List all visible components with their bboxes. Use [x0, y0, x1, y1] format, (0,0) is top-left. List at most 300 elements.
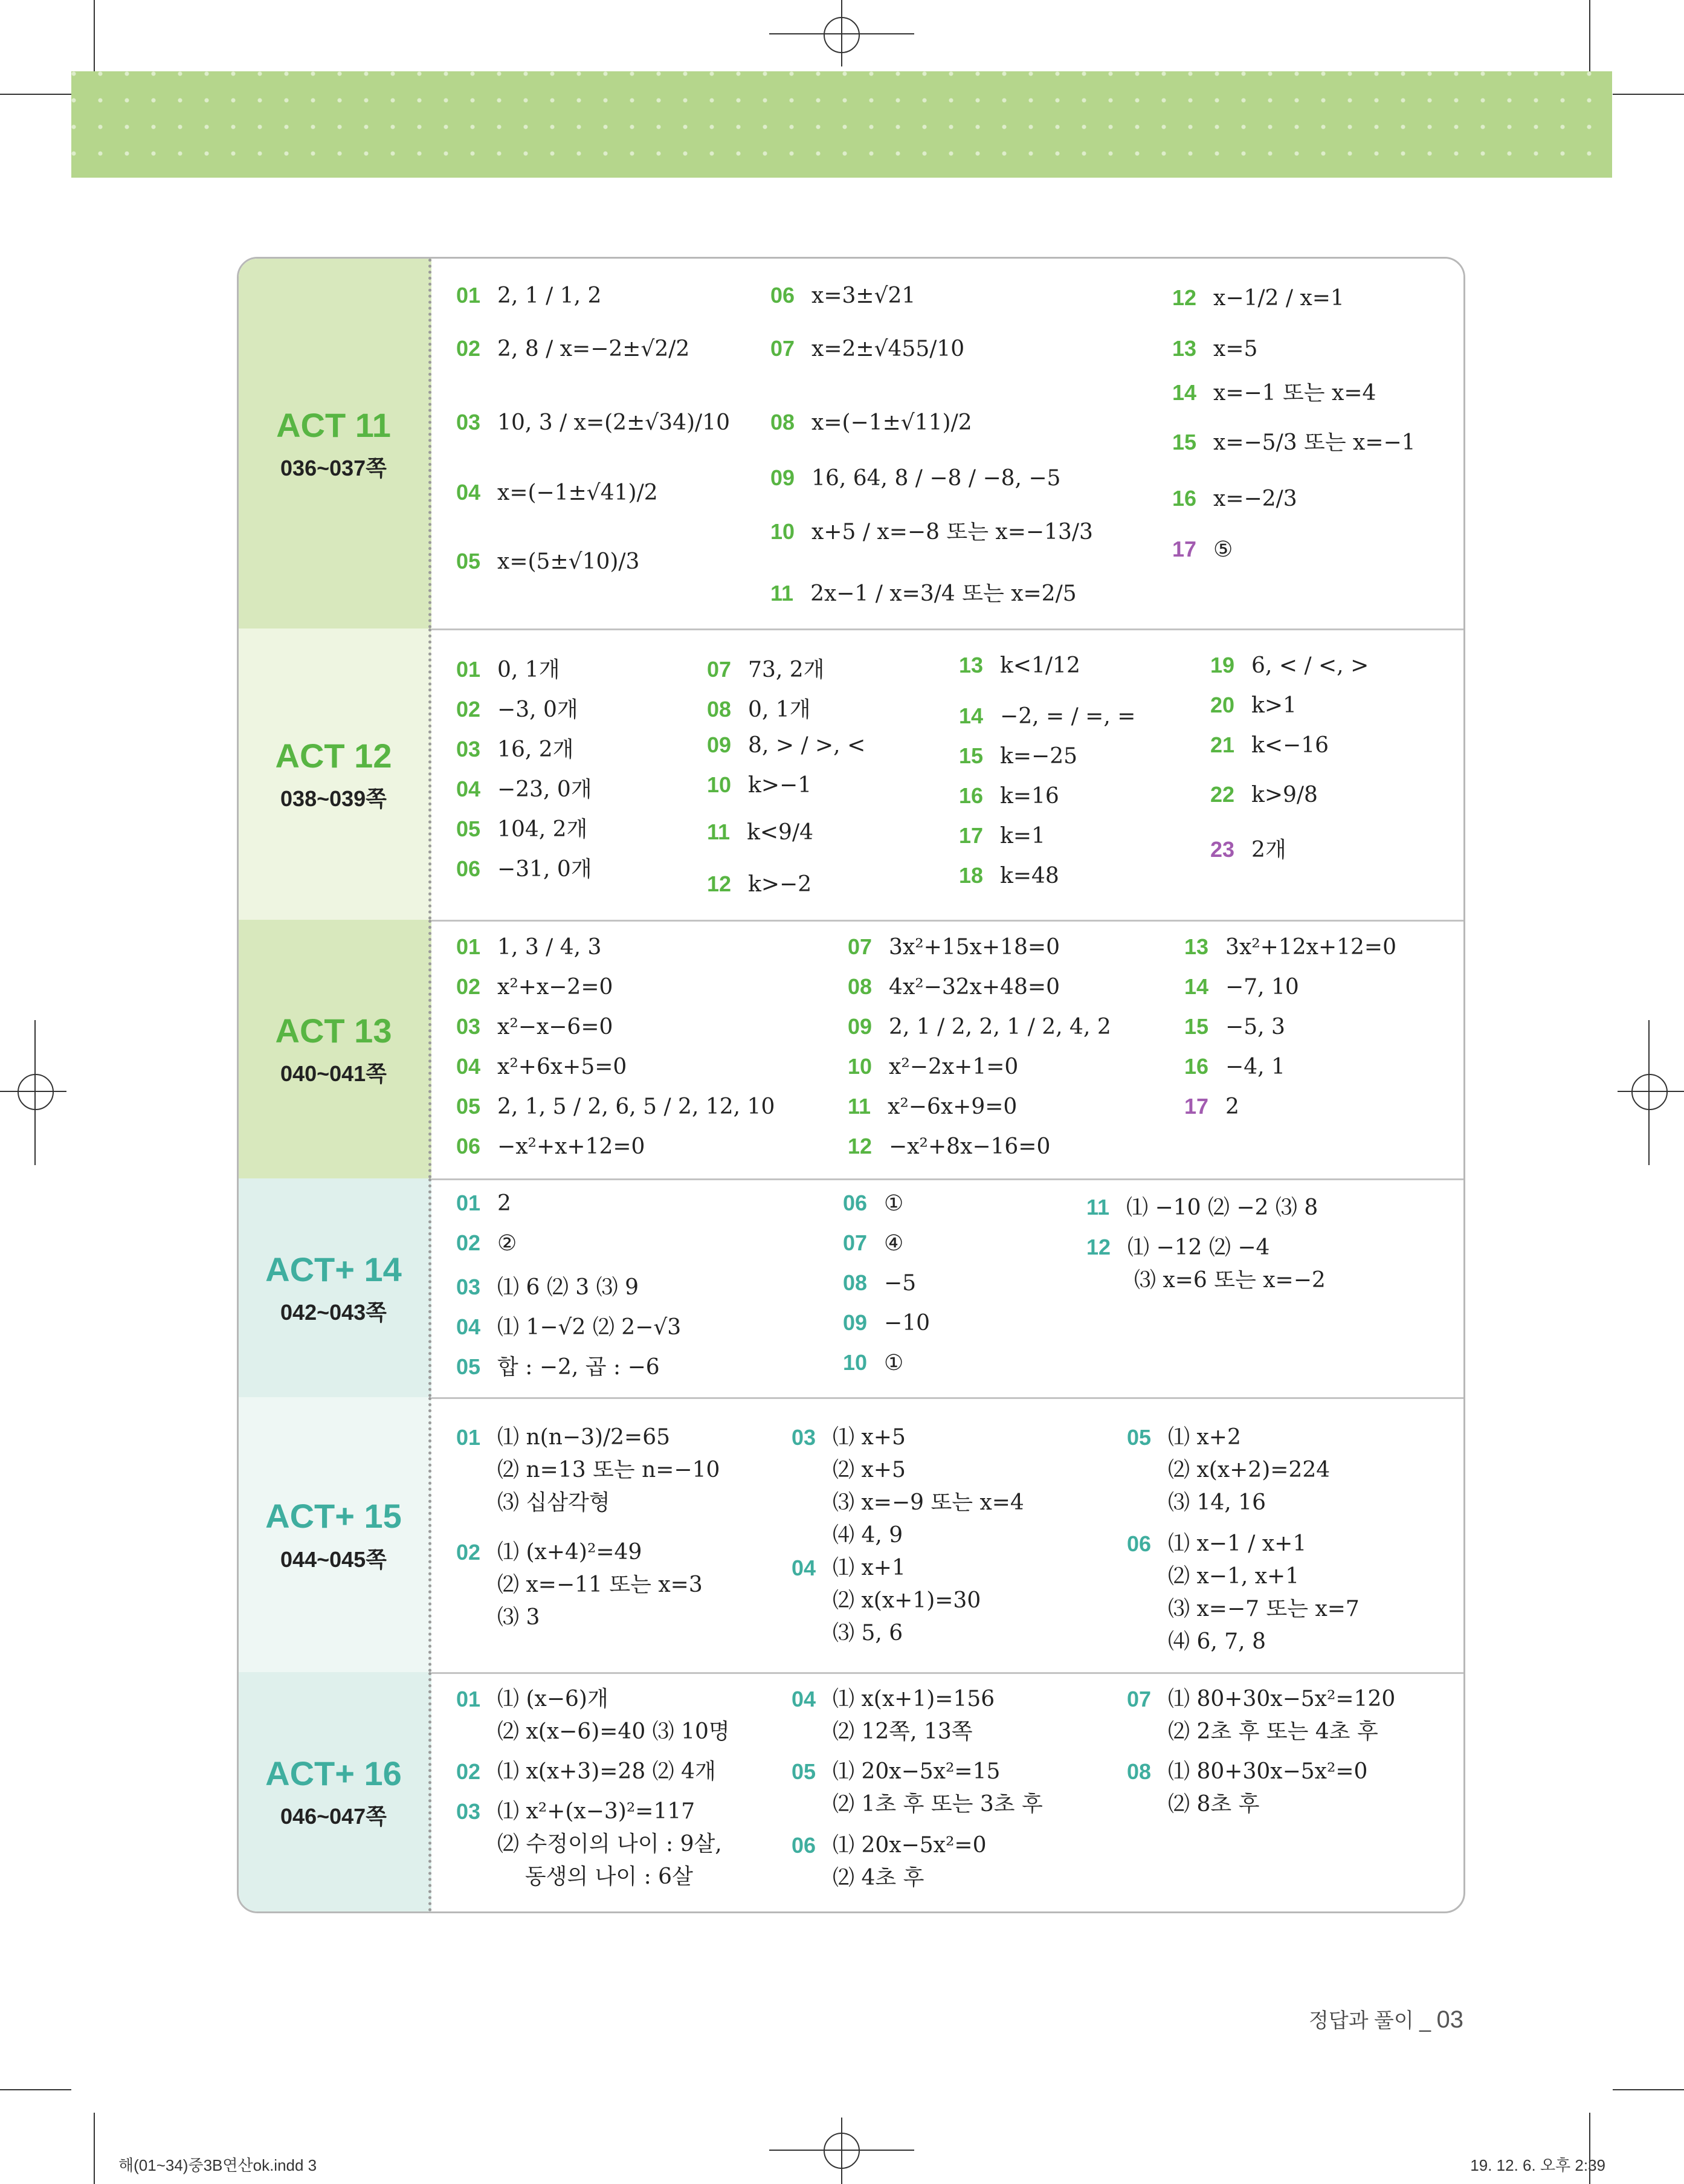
- item-number: 09: [707, 732, 732, 757]
- answer-item: [770, 577, 1077, 607]
- item-number: 08: [843, 1270, 868, 1295]
- item-answer: x+5 / x=−8 또는 x=−13/3: [811, 520, 1093, 544]
- item-answer: ①: [884, 1191, 904, 1216]
- item-line: ⑵ x(x−6)=40 ⑶ 10명: [497, 1719, 730, 1744]
- answer-item: [456, 1756, 716, 1788]
- item-line: ⑵ 4초 후: [833, 1866, 924, 1890]
- item-answer: k>−2: [748, 872, 812, 897]
- section-title: ACT 13: [275, 1011, 392, 1050]
- answer-item: [843, 1310, 930, 1336]
- answer-item: [1184, 1094, 1239, 1119]
- section-act-14: [239, 1178, 1463, 1399]
- item-number: 08: [848, 974, 873, 999]
- item-answer: x=3±√21: [811, 283, 916, 308]
- answer-item: [1086, 1191, 1318, 1221]
- item-number: 02: [456, 1759, 481, 1784]
- item-answer: 2: [1225, 1094, 1239, 1119]
- item-number: 10: [707, 772, 732, 797]
- item-answer: x=(5±√10)/3: [497, 549, 640, 574]
- item-answer: 2x−1 / x=3/4 또는 x=2/5: [810, 581, 1077, 606]
- section-act-12: [239, 628, 1463, 922]
- slug-timestamp: 19. 12. 6. 오후 2:39: [1470, 2156, 1605, 2174]
- answer-item: [792, 1552, 981, 1650]
- item-number: 03: [456, 1014, 481, 1039]
- item-number: 07: [707, 657, 732, 682]
- item-line: ⑶ 5, 6: [833, 1621, 903, 1646]
- item-number: 04: [792, 1556, 816, 1580]
- item-number: 17: [1172, 537, 1197, 561]
- item-answer: −2, = / =, =: [1000, 704, 1136, 729]
- item-answer: x²−6x+9=0: [888, 1094, 1018, 1119]
- item-number: 03: [456, 737, 481, 761]
- answer-item: [1172, 336, 1257, 361]
- section-title: ACT 11: [276, 405, 391, 444]
- answer-item: [770, 515, 1093, 546]
- registration-mark-icon: [18, 1074, 54, 1110]
- section-pages: 042~043쪽: [280, 1300, 387, 1325]
- answer-item: [456, 934, 601, 960]
- item-answer: 4x²−32x+48=0: [889, 975, 1060, 1000]
- section-pages: 046~047쪽: [280, 1804, 387, 1829]
- answer-item: [1184, 974, 1299, 1000]
- item-line: ⑴ n(n−3)/2=65: [497, 1425, 671, 1450]
- item-line: 동생의 나이 : 6살: [497, 1864, 693, 1889]
- item-number: 16: [1172, 486, 1197, 511]
- answer-item: [843, 1350, 903, 1375]
- item-answer: 104, 2개: [497, 817, 588, 842]
- answer-item: [456, 1134, 645, 1159]
- item-number: 17: [959, 823, 984, 848]
- answer-item: [456, 1191, 511, 1216]
- page-number: 03: [1436, 2006, 1463, 2033]
- item-answer: −5: [884, 1271, 917, 1296]
- item-line: ⑵ 8초 후: [1168, 1792, 1260, 1817]
- answer-item: [1086, 1230, 1269, 1261]
- answer-item: [848, 1094, 1017, 1119]
- item-number: 11: [848, 1094, 871, 1119]
- section-title: ACT 12: [275, 736, 392, 775]
- item-answer: 2: [497, 1191, 511, 1216]
- item-number: 07: [1127, 1687, 1152, 1711]
- item-line: ⑶ 십삼각형: [497, 1490, 610, 1515]
- item-answer: ⑴ −10 ⑵ −2 ⑶ 8: [1126, 1195, 1318, 1220]
- crop-mark: [1589, 0, 1590, 71]
- item-answer: k=16: [1000, 784, 1059, 809]
- section-label: [239, 259, 431, 628]
- section-label: [239, 1672, 431, 1911]
- item-number: 02: [456, 1540, 481, 1565]
- answer-item: [1210, 782, 1318, 807]
- item-answer: k=1: [1000, 824, 1045, 848]
- item-number: 04: [456, 480, 481, 505]
- item-number: 19: [1210, 653, 1235, 677]
- item-line: ⑴ 20x−5x²=0: [833, 1833, 987, 1858]
- item-number: 03: [456, 1275, 481, 1299]
- section-label: [239, 1397, 431, 1672]
- item-answer: −x²+x+12=0: [497, 1134, 645, 1159]
- item-number: 04: [456, 1314, 481, 1339]
- item-answer: 2, 1 / 1, 2: [497, 283, 602, 308]
- item-answer: −31, 0개: [497, 857, 592, 882]
- item-answer: 0, 1개: [748, 697, 811, 722]
- item-number: 13: [959, 653, 984, 677]
- item-answer: x=−2/3: [1213, 486, 1297, 511]
- item-number: 16: [959, 783, 984, 808]
- item-line: ⑴ 80+30x−5x²=0: [1168, 1759, 1368, 1784]
- item-answer: −3, 0개: [497, 697, 578, 722]
- item-number: 13: [1184, 934, 1209, 959]
- page-footer: [1309, 2004, 1463, 2034]
- item-answer: k>9/8: [1251, 783, 1318, 807]
- answer-item: [1172, 376, 1376, 407]
- item-answer: k=−25: [1000, 744, 1077, 769]
- item-answer: 73, 2개: [748, 657, 825, 682]
- answer-item: [1172, 537, 1233, 562]
- item-answer: x²+x−2=0: [497, 975, 613, 1000]
- item-answer: 8, > / >, <: [748, 733, 866, 758]
- answer-item: [456, 1795, 722, 1893]
- item-line: ⑴ x+5: [833, 1425, 906, 1450]
- item-number: 09: [843, 1310, 868, 1335]
- answer-item: [456, 1536, 703, 1634]
- item-answer: 2개: [1251, 838, 1286, 862]
- answer-item: [848, 974, 1060, 1000]
- answer-item: [1210, 732, 1329, 758]
- answer-item: [456, 1350, 660, 1381]
- item-answer: k>−1: [748, 773, 812, 798]
- item-number: 03: [456, 410, 481, 435]
- answer-item: [456, 1310, 681, 1341]
- item-line: ⑴ (x−6)개: [497, 1687, 608, 1711]
- answer-item: [456, 732, 573, 763]
- item-number: 14: [959, 703, 984, 728]
- answer-item: [1127, 1756, 1367, 1821]
- section-label: [239, 920, 431, 1178]
- item-answer: −7, 10: [1225, 975, 1299, 1000]
- item-number: 10: [843, 1350, 868, 1375]
- item-number: 07: [848, 934, 873, 959]
- item-answer: 2, 1 / 2, 2, 1 / 2, 4, 2: [889, 1015, 1111, 1039]
- item-line: ⑵ n=13 또는 n=−10: [497, 1458, 720, 1482]
- item-number: 01: [456, 1425, 481, 1450]
- item-answer: k<−16: [1251, 733, 1329, 758]
- answer-item: [456, 1270, 639, 1301]
- answer-item: [1210, 833, 1286, 864]
- item-number: 11: [1086, 1195, 1110, 1220]
- item-number: 06: [770, 283, 795, 308]
- answer-item: [456, 852, 592, 883]
- item-answer: x=5: [1213, 337, 1258, 361]
- answer-item: [848, 1054, 1018, 1079]
- answer-item: [456, 772, 592, 803]
- item-number: 05: [456, 816, 481, 841]
- item-number: 09: [848, 1014, 873, 1039]
- item-answer: x=2±√455/10: [811, 337, 965, 361]
- crop-mark: [94, 0, 95, 71]
- section-pages: 040~041쪽: [280, 1061, 387, 1087]
- item-number: 12: [848, 1134, 873, 1158]
- answer-item: [792, 1829, 986, 1895]
- answer-item: [959, 863, 1059, 888]
- item-number: 07: [770, 336, 795, 361]
- item-line: ⑶ 3: [497, 1605, 540, 1630]
- answer-item: [707, 772, 811, 798]
- item-answer: x²+6x+5=0: [497, 1055, 627, 1079]
- section-title: ACT+ 16: [265, 1754, 402, 1792]
- item-answer: x=−5/3 또는 x=−1: [1213, 430, 1416, 455]
- item-number: 22: [1210, 782, 1235, 807]
- answer-item: [707, 693, 811, 723]
- item-answer: 2, 8 / x=−2±√2/2: [497, 337, 690, 361]
- item-number: 06: [1127, 1531, 1152, 1556]
- answer-item: [959, 703, 1135, 729]
- answer-item: [707, 871, 811, 897]
- item-answer: −x²+8x−16=0: [889, 1134, 1051, 1159]
- item-answer: 6, < / <, >: [1251, 653, 1369, 678]
- answer-item: [959, 743, 1077, 769]
- answer-item: [1184, 934, 1396, 960]
- item-number: 01: [456, 934, 481, 959]
- item-answer: 합 : −2, 곱 : −6: [497, 1355, 660, 1380]
- crop-mark: [0, 94, 71, 95]
- item-line: ⑵ 수정이의 나이 : 9살,: [497, 1832, 722, 1856]
- slug-filename: 해(01~34)중3B연산ok.indd 3: [118, 2156, 317, 2174]
- answer-item: [456, 653, 560, 683]
- item-number: 05: [792, 1759, 816, 1784]
- item-answer: 16, 2개: [497, 737, 574, 762]
- answer-item: [707, 819, 813, 845]
- crop-mark: [94, 2113, 95, 2184]
- item-number: 03: [792, 1425, 816, 1450]
- item-number: 06: [792, 1833, 816, 1858]
- item-line: ⑴ x(x+1)=156: [833, 1687, 995, 1711]
- item-answer: x²−x−6=0: [497, 1015, 613, 1039]
- item-number: 08: [770, 410, 795, 435]
- answer-item: [707, 653, 824, 683]
- section-act-16: [239, 1672, 1463, 1911]
- answer-item: [1184, 1054, 1285, 1079]
- section-pages: 038~039쪽: [280, 786, 387, 812]
- item-number: 21: [1210, 732, 1235, 757]
- item-line: ⑴ x−1 / x+1: [1168, 1531, 1307, 1556]
- answer-item: [1184, 1014, 1285, 1039]
- item-answer: ①: [884, 1351, 904, 1375]
- item-number: 02: [456, 697, 481, 722]
- item-number: 02: [456, 1230, 481, 1255]
- item-line: ⑴ x²+(x−3)²=117: [497, 1799, 695, 1824]
- answer-item: [792, 1756, 1043, 1821]
- answer-item: [770, 336, 964, 361]
- section-pages: 044~045쪽: [280, 1546, 387, 1572]
- item-answer: k<9/4: [747, 820, 813, 845]
- answer-item: [959, 653, 1080, 678]
- answer-item: [792, 1421, 1024, 1552]
- item-number: 15: [959, 743, 984, 768]
- item-answer: ⑴ 6 ⑵ 3 ⑶ 9: [497, 1275, 639, 1300]
- item-line: ⑷ 4, 9: [833, 1523, 903, 1548]
- item-number: 23: [1210, 837, 1235, 862]
- answer-item: [959, 823, 1045, 848]
- section-act-11: [239, 259, 1463, 630]
- answer-item: [848, 1014, 1111, 1039]
- item-line: ⑵ 12쪽, 13쪽: [833, 1719, 973, 1744]
- item-line: ⑵ 1초 후 또는 3초 후: [833, 1792, 1043, 1817]
- answer-item: [848, 1134, 1050, 1159]
- section-title: ACT+ 14: [265, 1250, 402, 1288]
- item-answer: −5, 3: [1225, 1015, 1285, 1039]
- answer-item: [456, 1683, 730, 1748]
- section-title: ACT+ 15: [265, 1497, 402, 1536]
- section-pages: 036~037쪽: [280, 456, 387, 481]
- crop-mark: [1613, 94, 1684, 95]
- item-answer: 1, 3 / 4, 3: [497, 935, 602, 960]
- item-line: ⑷ 6, 7, 8: [1168, 1629, 1266, 1654]
- item-number: 06: [456, 856, 481, 881]
- item-line: ⑶ x=−9 또는 x=4: [833, 1490, 1024, 1515]
- item-answer: x=−1 또는 x=4: [1213, 381, 1376, 405]
- item-number: 14: [1172, 380, 1197, 405]
- item-answer: 16, 64, 8 / −8 / −8, −5: [811, 466, 1061, 491]
- item-number: 20: [1210, 693, 1235, 717]
- item-number: 18: [959, 863, 984, 888]
- answer-item: [1127, 1528, 1360, 1658]
- answer-item: [1127, 1683, 1395, 1748]
- item-number: 13: [1172, 336, 1197, 361]
- item-answer: 10, 3 / x=(2±√34)/10: [497, 410, 730, 435]
- answer-item: [770, 410, 972, 435]
- answer-item: [1127, 1421, 1330, 1519]
- answer-item: [456, 1014, 613, 1039]
- answer-item: [1172, 486, 1297, 511]
- answer-item: [456, 974, 613, 1000]
- item-answer: −4, 1: [1225, 1055, 1285, 1079]
- item-number: 12: [1172, 285, 1197, 310]
- answer-item: [1210, 693, 1297, 718]
- item-line: ⑵ x+5: [833, 1458, 906, 1482]
- registration-mark-icon: [824, 17, 860, 53]
- item-line: ⑶ x=−7 또는 x=7: [1168, 1597, 1360, 1621]
- item-answer: x=(−1±√41)/2: [497, 480, 658, 505]
- answer-item: [456, 549, 639, 574]
- item-answer: 2, 1, 5 / 2, 6, 5 / 2, 12, 10: [497, 1094, 775, 1119]
- item-number: 09: [770, 465, 795, 490]
- item-number: 15: [1184, 1014, 1209, 1039]
- section-label: [239, 628, 431, 920]
- footer-title: 정답과 풀이 _: [1309, 2009, 1431, 2032]
- answer-item: [456, 410, 730, 435]
- header-band: [71, 71, 1612, 178]
- item-number: 14: [1184, 974, 1209, 999]
- item-line: ⑵ x(x+2)=224: [1168, 1458, 1331, 1482]
- item-number: 04: [456, 1054, 481, 1079]
- item-answer: −10: [884, 1311, 931, 1336]
- answer-item: [456, 1054, 627, 1079]
- item-line: ⑵ x−1, x+1: [1168, 1564, 1300, 1589]
- item-number: 05: [456, 1354, 481, 1379]
- answer-item: [456, 693, 578, 723]
- answer-item: [707, 732, 865, 758]
- answer-item: [1172, 425, 1416, 456]
- section-label: [239, 1178, 431, 1397]
- item-answer: −23, 0개: [497, 777, 592, 802]
- item-number: 03: [456, 1799, 481, 1824]
- item-answer: x−1/2 / x=1: [1213, 286, 1344, 311]
- item-line: ⑴ x(x+3)=28 ⑵ 4개: [497, 1759, 716, 1784]
- answer-item-continued: [1134, 1263, 1326, 1294]
- item-number: 01: [456, 1687, 481, 1711]
- item-answer: k>1: [1251, 693, 1297, 718]
- item-number: 08: [707, 697, 732, 722]
- item-number: 04: [456, 777, 481, 801]
- registration-mark-icon: [1631, 1074, 1668, 1110]
- item-number: 08: [1127, 1759, 1152, 1784]
- item-number: 01: [456, 657, 481, 682]
- item-answer: 3x²+12x+12=0: [1225, 935, 1397, 960]
- answer-item: [456, 283, 601, 308]
- item-answer: k=48: [1000, 864, 1059, 888]
- answer-item: [456, 812, 587, 843]
- item-line: ⑶ 14, 16: [1168, 1490, 1266, 1515]
- item-number: 02: [456, 974, 481, 999]
- item-number: 02: [456, 336, 481, 361]
- answer-item: [1172, 285, 1344, 311]
- item-number: 06: [456, 1134, 481, 1158]
- item-line: ⑴ x+1: [833, 1556, 906, 1580]
- item-number: 17: [1184, 1094, 1209, 1119]
- item-line: ⑴ 20x−5x²=15: [833, 1759, 1001, 1784]
- answer-item: [1210, 653, 1369, 678]
- item-answer: ⑴ 1−√2 ⑵ 2−√3: [497, 1315, 682, 1340]
- item-number: 10: [848, 1054, 873, 1079]
- item-number: 12: [707, 871, 732, 896]
- answer-item: [843, 1270, 916, 1296]
- item-number: 11: [707, 819, 731, 844]
- item-answer: 3x²+15x+18=0: [889, 935, 1060, 960]
- item-number: 05: [456, 549, 481, 573]
- crop-mark: [1613, 2089, 1684, 2090]
- item-number: 07: [843, 1230, 868, 1255]
- item-answer: 0, 1개: [497, 657, 560, 682]
- item-answer: ⑴ −12 ⑵ −4: [1128, 1235, 1270, 1260]
- item-line: ⑴ x+2: [1168, 1425, 1241, 1450]
- answer-item: [848, 934, 1060, 960]
- section-act-13: [239, 920, 1463, 1180]
- item-number: 16: [1184, 1054, 1209, 1079]
- answer-item: [843, 1230, 903, 1256]
- answer-item: [456, 1421, 720, 1519]
- item-line: ⑵ x(x+1)=30: [833, 1588, 981, 1613]
- item-number: 01: [456, 283, 481, 308]
- item-number: 06: [843, 1191, 868, 1215]
- answer-item: [843, 1191, 903, 1216]
- answer-item: [770, 465, 1060, 491]
- item-line: ⑵ x=−11 또는 x=3: [497, 1572, 703, 1597]
- item-number: 01: [456, 1191, 481, 1215]
- answer-item: [792, 1683, 995, 1748]
- item-number: 05: [456, 1094, 481, 1119]
- item-number: 11: [770, 581, 794, 606]
- item-answer: ⑶ x=6 또는 x=−2: [1134, 1268, 1326, 1293]
- item-number: 10: [770, 519, 795, 544]
- item-answer: ②: [497, 1231, 517, 1256]
- crop-mark: [0, 2089, 71, 2090]
- item-answer: x²−2x+1=0: [889, 1055, 1019, 1079]
- item-answer: k<1/12: [1000, 653, 1080, 678]
- item-line: ⑴ 80+30x−5x²=120: [1168, 1687, 1396, 1711]
- section-act-15: [239, 1397, 1463, 1674]
- item-answer: ④: [884, 1231, 904, 1256]
- item-number: 12: [1086, 1235, 1111, 1259]
